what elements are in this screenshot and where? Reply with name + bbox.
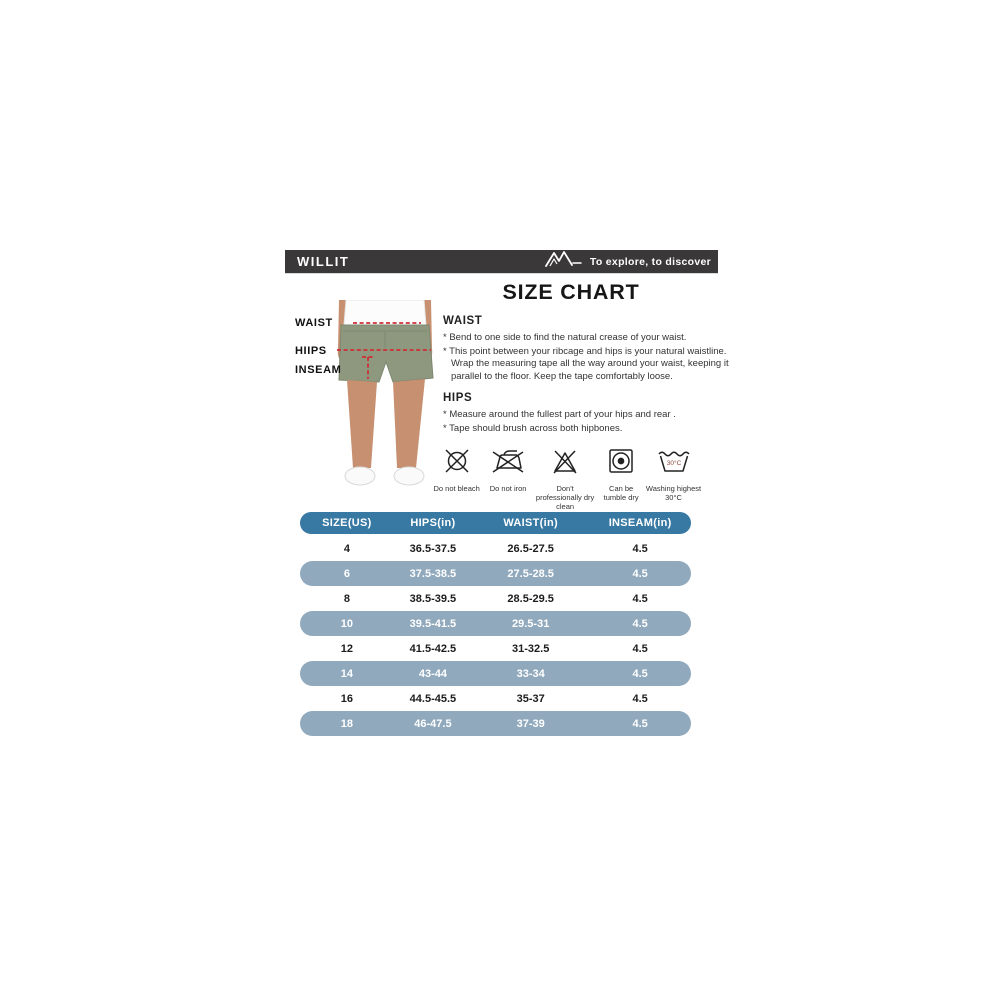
cell-inseam: 4.5	[632, 592, 648, 605]
svg-text:30°C: 30°C	[666, 460, 681, 467]
mountain-logo-icon	[545, 250, 585, 273]
col-hips: HIPS(in)	[410, 517, 456, 529]
cell-hips: 39.5-41.5	[409, 617, 457, 630]
col-size: SIZE(US)	[322, 517, 372, 529]
cell-size: 8	[343, 592, 350, 605]
brand-slogan: To explore, to discover	[589, 255, 711, 268]
page-title: SIZE CHART	[502, 280, 640, 304]
size-table-header	[300, 512, 691, 534]
cell-waist: 35-37	[516, 692, 545, 705]
care-label: Can be tumble dry	[603, 484, 639, 502]
cell-inseam: 4.5	[632, 692, 648, 705]
table-row	[300, 611, 691, 636]
cell-hips: 44.5-45.5	[409, 692, 457, 705]
cell-waist: 29.5-31	[512, 617, 550, 630]
hips-instructions	[443, 392, 735, 436]
care-item	[645, 447, 702, 502]
inseam-label: INSEAM	[295, 364, 342, 376]
table-row	[300, 586, 691, 611]
cell-inseam: 4.5	[632, 667, 648, 680]
model-photo	[283, 300, 443, 495]
waist-instructions	[443, 315, 735, 384]
do-not-bleach-icon	[442, 447, 472, 477]
cell-size: 10	[340, 617, 354, 630]
waist-label: WAIST	[295, 317, 333, 329]
table-row	[300, 536, 691, 561]
care-label: Washing highest 30°C	[645, 484, 702, 502]
brand-logo-text: WILLIT	[297, 254, 350, 269]
waist-heading: WAIST	[443, 315, 483, 327]
cell-inseam: 4.5	[632, 717, 648, 730]
hips-label: HIIPS	[295, 345, 327, 357]
cell-inseam: 4.5	[632, 542, 648, 555]
care-label: Do not bleach	[433, 484, 480, 493]
size-table	[300, 512, 691, 736]
do-not-iron-icon	[490, 447, 526, 477]
cell-hips: 46-47.5	[414, 717, 452, 730]
care-instructions-row	[430, 447, 702, 511]
cell-inseam: 4.5	[632, 617, 648, 630]
brand-banner	[285, 250, 718, 273]
cell-hips: 36.5-37.5	[409, 542, 457, 555]
col-waist: WAIST(in)	[503, 517, 558, 529]
cell-waist: 26.5-27.5	[507, 542, 554, 555]
col-inseam: INSEAM(in)	[608, 517, 672, 529]
cell-hips: 41.5-42.5	[409, 642, 457, 655]
cell-waist: 33-34	[516, 667, 545, 680]
hips-bullet: * Tape should brush across both hipbones.	[443, 422, 623, 434]
cell-size: 6	[343, 567, 350, 580]
waist-bullet: * This point between your ribcage and hips is your natural waistline. Wrap the measuring tape all the way around your waist, keeping it parallel to the floor. Keep the tape comfortably loose.	[443, 345, 729, 382]
waist-bullet: * Bend to one side to find the natural crease of your waist.	[443, 332, 687, 343]
table-row	[300, 636, 691, 661]
cell-inseam: 4.5	[632, 567, 648, 580]
cell-hips: 43-44	[418, 667, 447, 680]
do-not-dry-clean-icon	[550, 447, 580, 477]
tumble-dry-icon	[606, 447, 636, 477]
wash-30-icon	[657, 447, 691, 477]
table-row	[300, 711, 691, 736]
care-item	[483, 447, 533, 493]
table-row	[300, 561, 691, 586]
hips-bullet: * Measure around the fullest part of your hips and rear .	[443, 409, 676, 420]
cell-size: 16	[340, 692, 354, 705]
cell-waist: 27.5-28.5	[507, 567, 554, 580]
hips-heading: HIPS	[443, 392, 473, 404]
table-row	[300, 686, 691, 711]
table-row	[300, 661, 691, 686]
cell-hips: 38.5-39.5	[409, 592, 457, 605]
care-label: Don't professionally dry clean	[535, 484, 595, 511]
care-label: Do not iron	[489, 484, 527, 493]
cell-waist: 31-32.5	[512, 642, 550, 655]
care-item	[597, 447, 645, 502]
cell-size: 12	[340, 642, 354, 655]
cell-waist: 37-39	[516, 717, 545, 730]
care-item	[533, 447, 597, 511]
cell-size: 4	[343, 542, 350, 555]
cell-waist: 28.5-29.5	[507, 592, 554, 605]
cell-size: 14	[340, 667, 354, 680]
cell-inseam: 4.5	[632, 642, 648, 655]
care-item	[430, 447, 483, 493]
cell-hips: 37.5-38.5	[409, 567, 457, 580]
cell-size: 18	[340, 717, 354, 730]
